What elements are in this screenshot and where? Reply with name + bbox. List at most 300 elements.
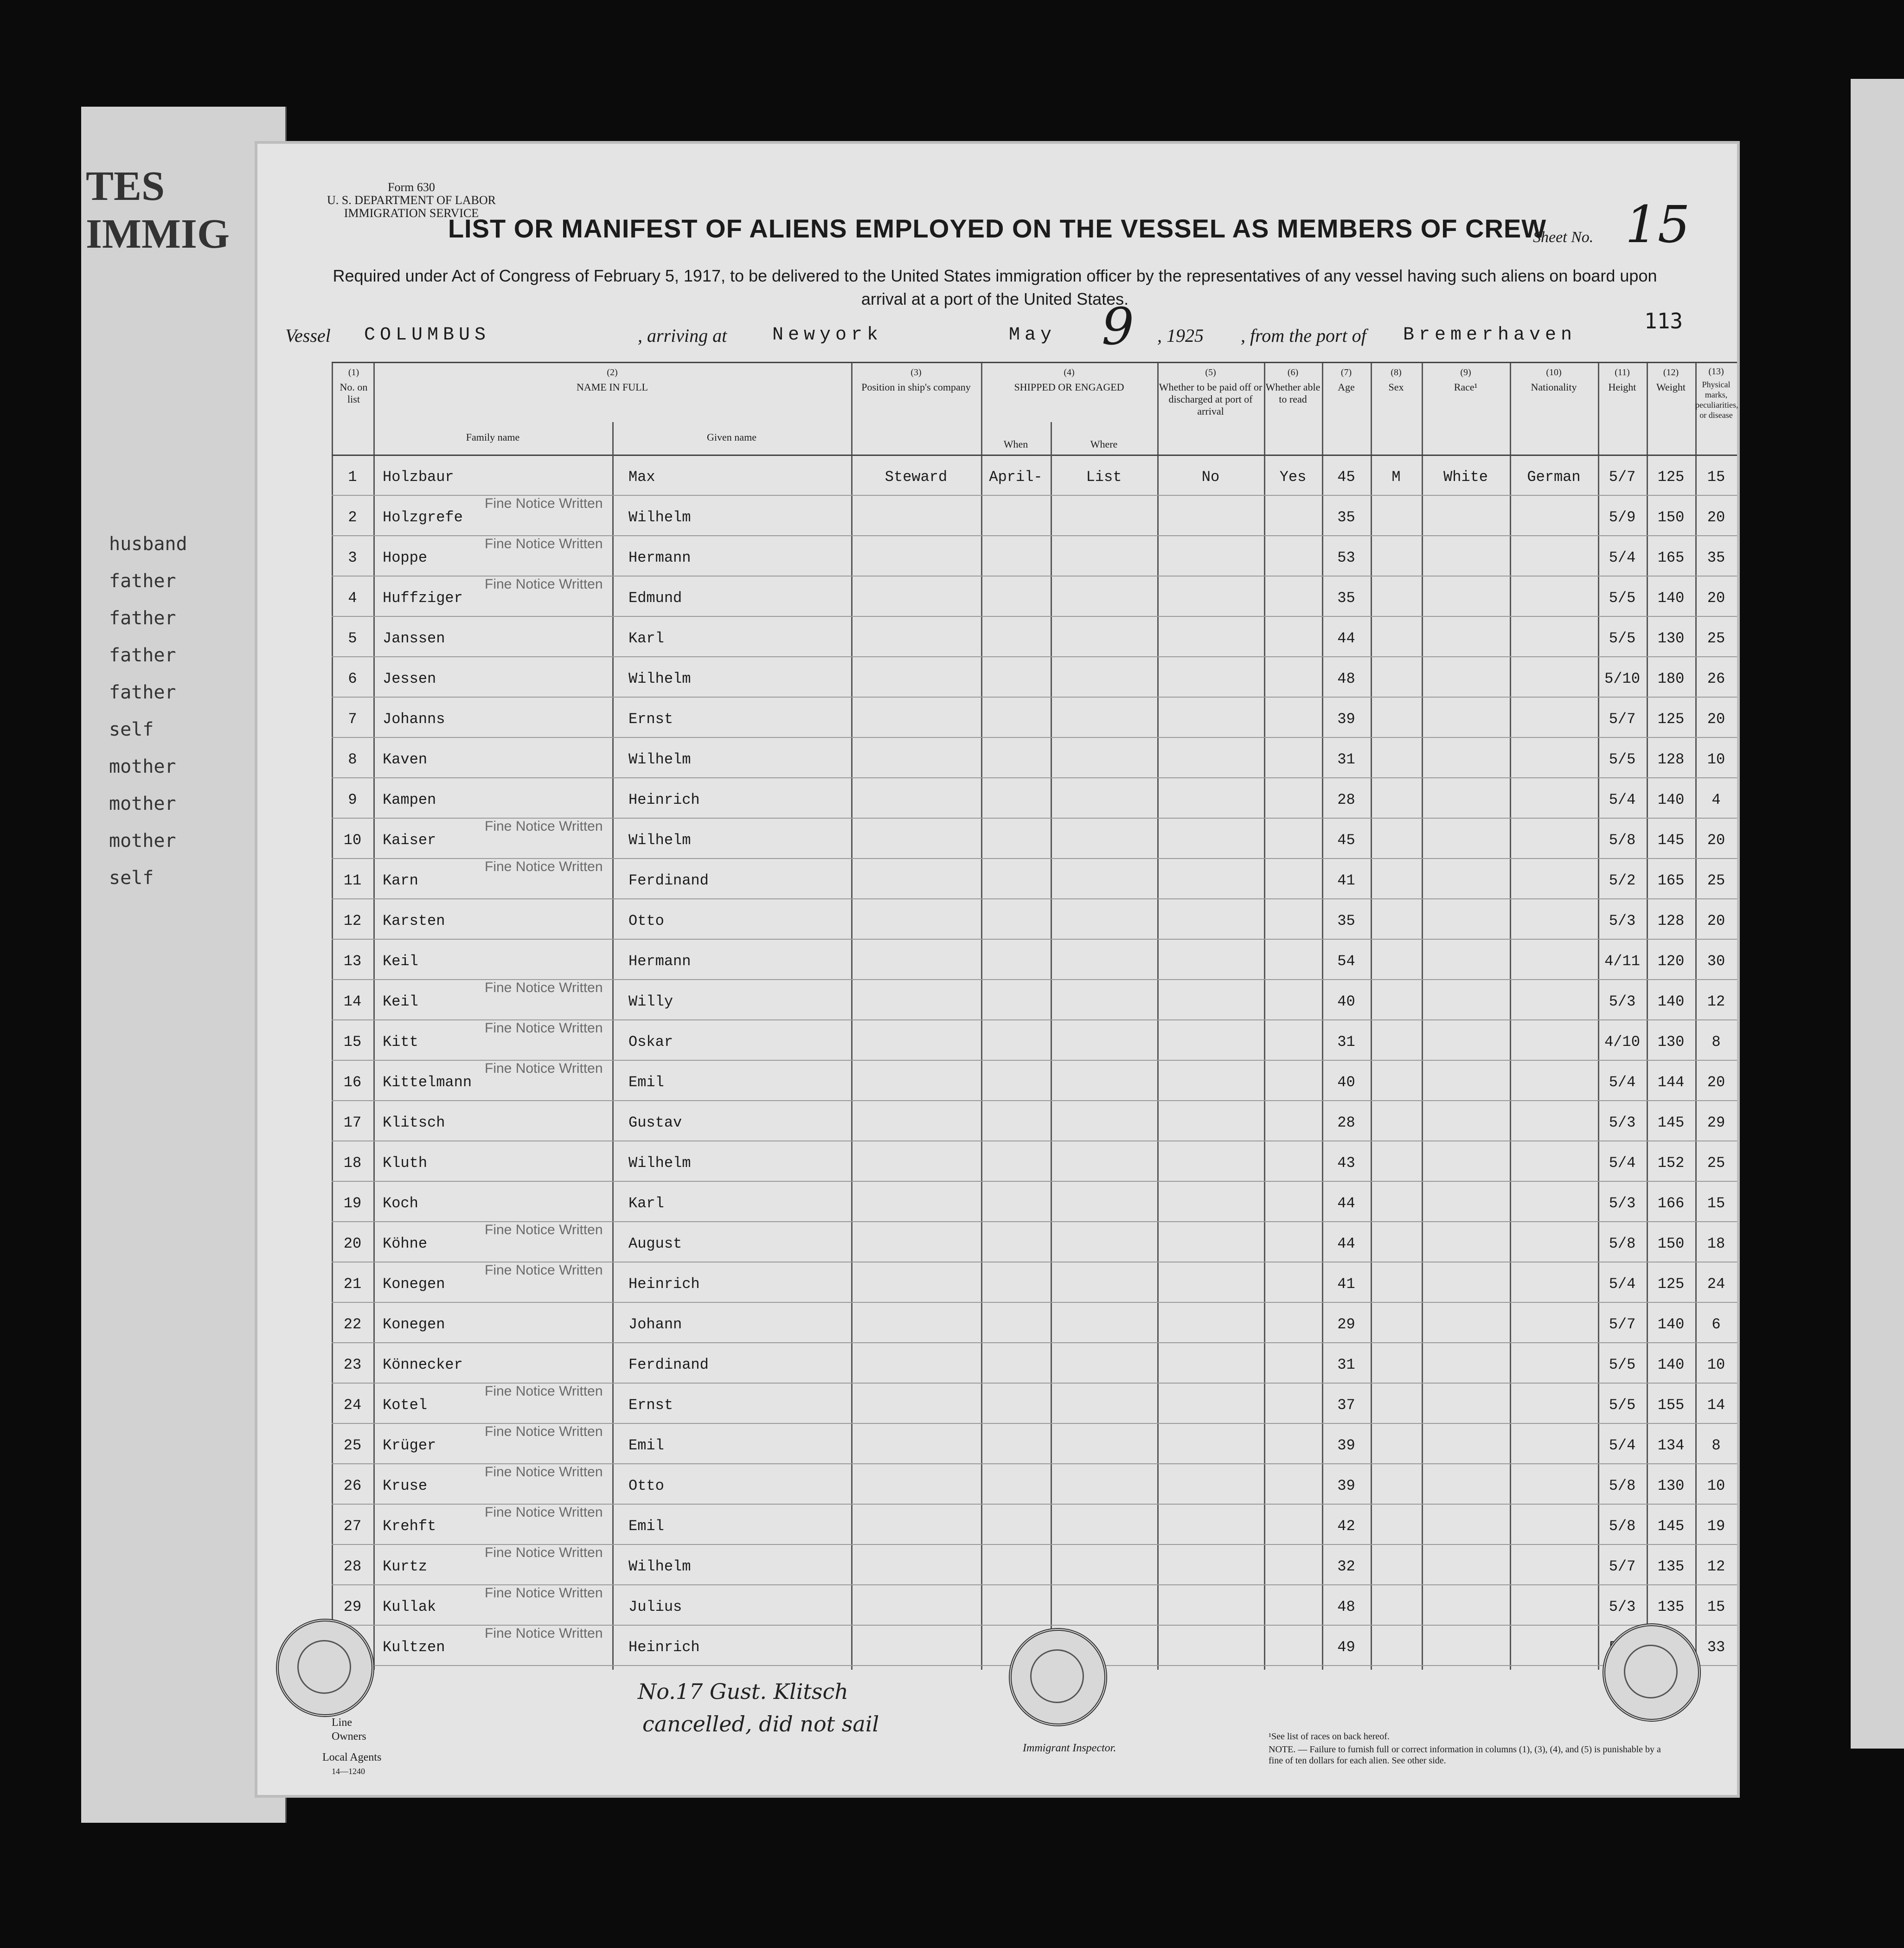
weight: 140 [1657,993,1685,1010]
line-label: Line [332,1717,352,1729]
family-name: Kruse [383,1477,428,1494]
length-of-service: 12 [1707,1558,1725,1575]
col-label: Whether able to read [1265,381,1321,405]
age: 48 [1337,670,1355,687]
background-line: self [109,867,154,889]
length-of-service: 29 [1707,1114,1725,1131]
column-divider [1157,362,1159,1670]
row-rule [332,697,1737,698]
row-rule [332,737,1737,738]
family-name: Kurtz [383,1558,428,1575]
weight: 144 [1657,1074,1685,1091]
age: 35 [1337,912,1355,929]
length-of-service: 12 [1707,993,1725,1010]
col-head-sex [1371,366,1422,393]
background-line: father [109,570,176,592]
row-number: 25 [343,1437,362,1454]
weight: 125 [1657,468,1685,486]
background-line: mother [109,793,176,814]
length-of-service: 15 [1707,468,1725,486]
row-rule [332,1181,1737,1182]
age: 49 [1337,1639,1355,1656]
row-number: 27 [343,1518,362,1535]
col-head-name [373,366,851,393]
service-name: IMMIGRATION SERVICE [344,206,479,220]
height: 5/10 [1604,670,1640,687]
weight: 180 [1657,670,1685,687]
col-label: Height [1608,381,1636,393]
background-heading: TES IMMIG [86,163,230,257]
agents-label: Local Agents [322,1751,382,1763]
given-name: Wilhelm [628,1154,691,1172]
col-head-when: When [1003,438,1028,450]
form-code: 14—1240 [332,1767,365,1776]
given-name: Willy [628,993,673,1010]
age: 37 [1337,1397,1355,1414]
given-name: Karl [628,1195,664,1212]
col-num: (10) [1546,367,1562,378]
family-name: Könnecker [383,1356,463,1373]
age: 44 [1337,1235,1355,1252]
height: 5/8 [1609,1518,1636,1535]
vessel-name: COLUMBUS [364,325,491,346]
given-name: Emil [628,1074,664,1091]
length-of-service: 25 [1707,872,1725,889]
height: 5/3 [1609,1114,1636,1131]
consulate-seal [276,1619,374,1717]
consulate-seal [1009,1628,1107,1726]
family-name: Huffziger [383,590,463,607]
given-name: Heinrich [628,791,700,808]
shipped-when: April- [989,468,1043,486]
col-label: Sex [1388,381,1404,393]
paid-off: No [1201,468,1220,486]
row-number: 29 [343,1598,362,1615]
weight: 150 [1657,509,1685,526]
height: 5/2 [1609,872,1636,889]
height: 5/8 [1609,1235,1636,1252]
given-name: Otto [628,1477,664,1494]
length-of-service: 20 [1707,912,1725,929]
row-number: 8 [348,751,357,768]
col-label: Physical marks, peculiarities, or disease [1695,380,1738,420]
owners-label: Owners [332,1730,366,1743]
form-number: Form 630 [388,180,435,194]
height: 5/3 [1609,1598,1636,1615]
fine-note: NOTE. — Failure to furnish full or correct information in columns (1), (3), (4), and (5) is punishable by a fine of ten dollars for each alien. See other side. [1269,1744,1661,1766]
length-of-service: 15 [1707,1598,1725,1615]
length-of-service: 10 [1707,751,1725,768]
fine-notice-stamp: Fine Notice Written [485,496,603,511]
col-head-marks [1695,366,1737,420]
height: 5/4 [1609,791,1636,808]
height: 5/9 [1609,509,1636,526]
fine-notice-stamp: Fine Notice Written [485,1585,603,1601]
handwritten-annotation: No.17 Gust. Klitsch [638,1679,848,1704]
age: 40 [1337,1074,1355,1091]
weight: 135 [1657,1558,1685,1575]
weight: 140 [1657,791,1685,808]
vessel-label: Vessel [285,325,331,346]
col-head-height [1598,366,1647,393]
fine-notice-stamp: Fine Notice Written [485,859,603,874]
background-line: mother [109,830,176,852]
age: 40 [1337,993,1355,1010]
col-head-race [1422,366,1510,393]
row-rule [332,939,1737,940]
given-name: Ferdinand [628,872,709,889]
age: 35 [1337,590,1355,607]
nationality: German [1527,468,1581,486]
height: 5/7 [1609,711,1636,728]
row-rule [332,1302,1737,1303]
row-number: 9 [348,791,357,808]
family-name: Kittelmann [383,1074,472,1091]
height: 5/4 [1609,1437,1636,1454]
age: 29 [1337,1316,1355,1333]
row-number: 21 [343,1275,362,1293]
column-divider [373,362,375,1670]
given-name: Ferdinand [628,1356,709,1373]
position-in-company: Steward [885,468,948,486]
fine-notice-stamp: Fine Notice Written [485,819,603,834]
col-num: (6) [1287,367,1299,378]
family-name: Kaven [383,751,428,768]
family-name: Kitt [383,1033,418,1051]
fine-notice-stamp: Fine Notice Written [485,1384,603,1399]
length-of-service: 33 [1707,1639,1725,1656]
col-label: NAME IN FULL [577,381,648,393]
length-of-service: 15 [1707,1195,1725,1212]
col-num: (3) [910,367,922,378]
age: 28 [1337,791,1355,808]
fine-notice-stamp: Fine Notice Written [485,1545,603,1560]
column-divider [612,422,614,1670]
row-number: 17 [343,1114,362,1131]
family-name: Jessen [383,670,436,687]
age: 39 [1337,711,1355,728]
row-number: 24 [343,1397,362,1414]
family-name: Koch [383,1195,418,1212]
fine-notice-stamp: Fine Notice Written [485,1464,603,1480]
crew-table [332,362,1737,1670]
row-number: 10 [343,832,362,849]
length-of-service: 10 [1707,1477,1725,1494]
given-name: Heinrich [628,1639,700,1656]
column-divider [851,362,853,1670]
length-of-service: 26 [1707,670,1725,687]
page-code: 113 [1644,308,1683,333]
fine-notice-stamp: Fine Notice Written [485,1505,603,1520]
row-number: 11 [343,872,362,889]
age: 35 [1337,509,1355,526]
row-number: 15 [343,1033,362,1051]
row-number: 28 [343,1558,362,1575]
fine-notice-stamp: Fine Notice Written [485,1061,603,1076]
race: White [1443,468,1488,486]
col-head-nationality [1510,366,1598,393]
length-of-service: 4 [1712,791,1721,808]
given-name: Julius [628,1598,682,1615]
given-name: Wilhelm [628,1558,691,1575]
length-of-service: 20 [1707,509,1725,526]
background-right-page [1851,79,1904,1749]
given-name: Max [628,468,655,486]
weight: 125 [1657,1275,1685,1293]
given-name: Ernst [628,711,673,728]
col-num: (11) [1615,367,1630,378]
length-of-service: 20 [1707,1074,1725,1091]
family-name: Holzbaur [383,468,454,486]
given-name: Emil [628,1437,664,1454]
weight: 150 [1657,1235,1685,1252]
col-num: (13) [1708,366,1724,377]
col-head-age [1322,366,1371,393]
weight: 140 [1657,1356,1685,1373]
given-name: Wilhelm [628,832,691,849]
row-number: 22 [343,1316,362,1333]
given-name: Johann [628,1316,682,1333]
weight: 165 [1657,549,1685,566]
weight: 135 [1657,1598,1685,1615]
fine-notice-stamp: Fine Notice Written [485,1424,603,1439]
row-number: 26 [343,1477,362,1494]
inspector-label: Immigrant Inspector. [1023,1742,1116,1754]
consulate-seal [1603,1623,1701,1722]
height: 5/7 [1609,1316,1636,1333]
fine-notice-stamp: Fine Notice Written [485,1262,603,1278]
row-rule [332,1342,1737,1343]
fine-notice-stamp: Fine Notice Written [485,536,603,551]
height: 5/5 [1609,590,1636,607]
from-port: Bremerhaven [1403,325,1577,346]
row-rule [332,656,1737,657]
row-number: 13 [343,953,362,970]
given-name: Ernst [628,1397,673,1414]
age: 31 [1337,1033,1355,1051]
col-label: Weight [1656,381,1686,393]
fine-notice-stamp: Fine Notice Written [485,577,603,592]
family-name: Krüger [383,1437,436,1454]
sex: M [1391,468,1401,486]
family-name: Kullak [383,1598,436,1615]
col-label: Whether to be paid off or discharged at port of arrival [1159,381,1263,417]
length-of-service: 20 [1707,832,1725,849]
height: 5/3 [1609,912,1636,929]
given-name: Karl [628,630,664,647]
fine-notice-stamp: Fine Notice Written [485,980,603,995]
col-num: (2) [607,367,618,378]
col-head-where: Where [1090,438,1118,450]
given-name: Oskar [628,1033,673,1051]
column-divider [1264,362,1265,1670]
col-head-position [851,366,981,393]
height: 5/5 [1609,751,1636,768]
height: 5/4 [1609,549,1636,566]
col-num: (9) [1460,367,1471,378]
family-name: Keil [383,953,418,970]
given-name: Wilhelm [628,509,691,526]
age: 44 [1337,630,1355,647]
age: 31 [1337,1356,1355,1373]
height: 4/10 [1604,1033,1640,1051]
col-head-no [334,366,373,405]
col-head-read [1264,366,1322,405]
family-name: Johanns [383,711,445,728]
fine-notice-stamp: Fine Notice Written [485,1222,603,1237]
col-num: (8) [1391,367,1402,378]
age: 31 [1337,751,1355,768]
age: 53 [1337,549,1355,566]
arrival-year: , 1925 [1157,325,1204,346]
col-num: (4) [1064,367,1075,378]
age: 44 [1337,1195,1355,1212]
height: 4/11 [1604,953,1640,970]
given-name: Heinrich [628,1275,700,1293]
age: 54 [1337,953,1355,970]
row-number: 19 [343,1195,362,1212]
fine-notice-stamp: Fine Notice Written [485,1626,603,1641]
row-number: 2 [348,509,357,526]
height: 5/5 [1609,1356,1636,1373]
header-top-rule [332,362,1737,363]
row-number: 18 [343,1154,362,1172]
col-head-given: Given name [707,431,756,443]
family-name: Konegen [383,1275,445,1293]
col-num: (12) [1663,367,1679,378]
weight: 130 [1657,630,1685,647]
family-name: Kaiser [383,832,436,849]
given-name: Hermann [628,953,691,970]
height: 5/7 [1609,1558,1636,1575]
height: 5/3 [1609,1195,1636,1212]
row-number: 6 [348,670,357,687]
weight: 130 [1657,1477,1685,1494]
family-name: Konegen [383,1316,445,1333]
height: 5/4 [1609,1275,1636,1293]
height: 5/8 [1609,1477,1636,1494]
given-name: Edmund [628,590,682,607]
given-name: Gustav [628,1114,682,1131]
height: 5/4 [1609,1154,1636,1172]
given-name: Emil [628,1518,664,1535]
col-label: No. on list [340,381,368,405]
age: 28 [1337,1114,1355,1131]
row-number: 16 [343,1074,362,1091]
col-num: (5) [1205,367,1216,378]
weight: 130 [1657,1033,1685,1051]
arriving-label: , arriving at [638,325,727,346]
weight: 128 [1657,751,1685,768]
family-name: Klitsch [383,1114,445,1131]
background-line: father [109,682,176,703]
weight: 140 [1657,590,1685,607]
department-name: U. S. DEPARTMENT OF LABOR [327,193,496,207]
family-name: Kotel [383,1397,428,1414]
row-number: 12 [343,912,362,929]
family-name: Holzgrefe [383,509,463,526]
row-rule [332,1100,1737,1101]
col-head-shipped [981,366,1157,393]
height: 5/7 [1609,468,1636,486]
length-of-service: 25 [1707,1154,1725,1172]
weight: 125 [1657,711,1685,728]
length-of-service: 25 [1707,630,1725,647]
header-bottom-rule [332,455,1737,456]
col-num: (7) [1340,367,1352,378]
weight: 166 [1657,1195,1685,1212]
handwritten-annotation: cancelled, did not sail [642,1711,879,1737]
weight: 140 [1657,1316,1685,1333]
age: 39 [1337,1477,1355,1494]
column-divider [1422,362,1423,1670]
row-number: 3 [348,549,357,566]
length-of-service: 24 [1707,1275,1725,1293]
weight: 145 [1657,1518,1685,1535]
background-line: father [109,645,176,666]
family-name: Köhne [383,1235,428,1252]
column-divider [1051,422,1052,1670]
col-label: Nationality [1531,381,1577,393]
row-number: 1 [348,468,357,486]
length-of-service: 10 [1707,1356,1725,1373]
col-head-paid-off [1157,366,1264,417]
age: 43 [1337,1154,1355,1172]
height: 5/8 [1609,832,1636,849]
sheet-number-label: Sheet No. [1533,229,1594,246]
length-of-service: 35 [1707,549,1725,566]
length-of-service: 20 [1707,711,1725,728]
row-number: 20 [343,1235,362,1252]
family-name: Kampen [383,791,436,808]
col-label: Age [1338,381,1355,393]
length-of-service: 6 [1712,1316,1721,1333]
length-of-service: 19 [1707,1518,1725,1535]
background-manifest-page [81,107,287,1823]
given-name: Wilhelm [628,670,691,687]
able-to-read: Yes [1279,468,1307,486]
weight: 145 [1657,1114,1685,1131]
age: 42 [1337,1518,1355,1535]
height: 5/3 [1609,993,1636,1010]
col-num: (1) [348,367,359,378]
arrival-day: 9 [1102,297,1134,356]
weight: 120 [1657,953,1685,970]
row-number: 14 [343,993,362,1010]
page-title: LIST OR MANIFEST OF ALIENS EMPLOYED ON THE VESSEL AS MEMBERS OF CREW [448,214,1547,243]
col-label: SHIPPED OR ENGAGED [1014,381,1124,393]
family-name: Kultzen [383,1639,445,1656]
family-name: Kluth [383,1154,428,1172]
col-head-family: Family name [466,431,520,443]
height: 5/5 [1609,1397,1636,1414]
manifest-sheet [257,144,1737,1795]
shipped-where: List [1086,468,1122,486]
page-subtitle: Required under Act of Congress of February 5, 1917, to be delivered to the United States immigration officer by the representatives of any vessel having such aliens on board upon arrival at a port of the United States. [333,266,1657,308]
arrival-port: Newyork [772,325,883,346]
row-number: 7 [348,711,357,728]
row-number: 23 [343,1356,362,1373]
height: 5/5 [1609,630,1636,647]
row-number: 5 [348,630,357,647]
column-divider [1510,362,1511,1670]
length-of-service: 14 [1707,1397,1725,1414]
col-head-weight [1647,366,1695,393]
family-name: Hoppe [383,549,428,566]
family-name: Karn [383,872,418,889]
races-note: ¹See list of races on back hereof. [1269,1731,1390,1742]
length-of-service: 30 [1707,953,1725,970]
